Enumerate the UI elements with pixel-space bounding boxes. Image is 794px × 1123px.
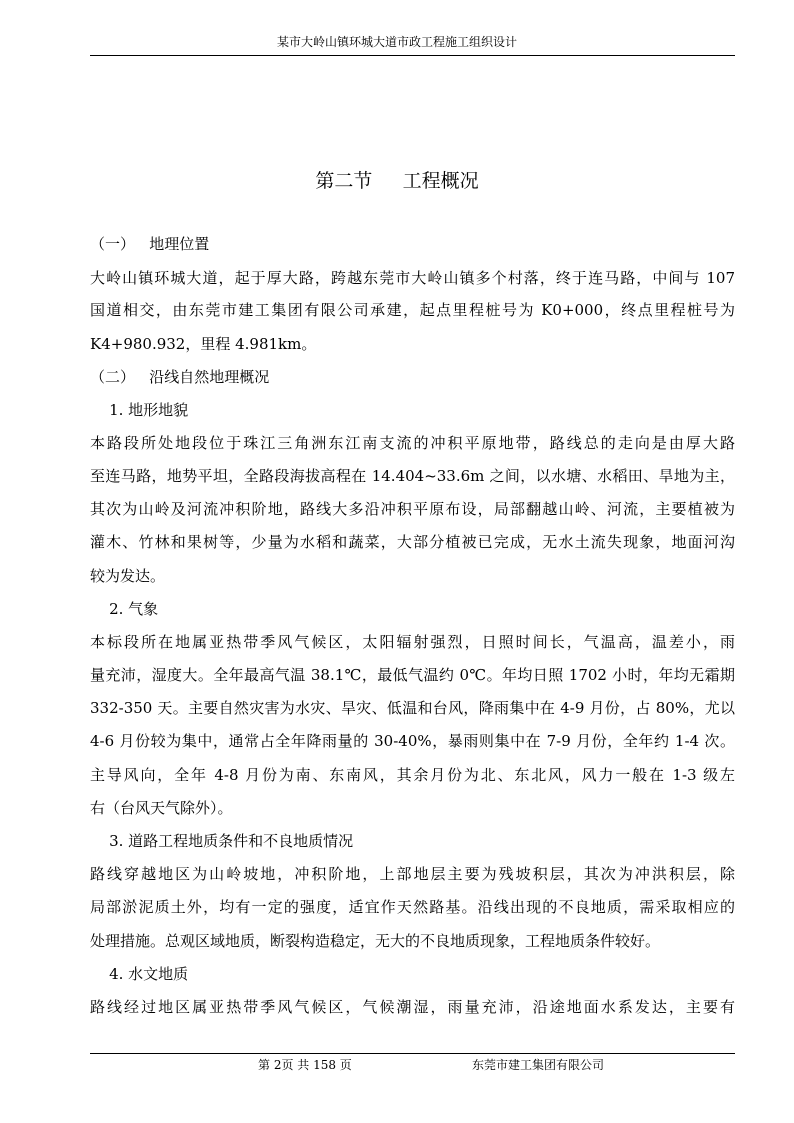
running-header-title: 某市大岭山镇环城大道市政工程施工组织设计 <box>276 35 517 49</box>
item-heading: 3. 道路工程地质条件和不良地质情况 <box>90 832 354 850</box>
body-line: 量充沛，湿度大。全年最高气温 38.1℃，最低气温约 0℃。年均日照 1702 小时，年均无霜期 <box>90 666 735 684</box>
body-line: 灌木、竹林和果树等，少量为水稻和蔬菜，大部分植被已完成，无水土流失现象，地面河沟 <box>90 533 735 551</box>
body-line: 国道相交，由东莞市建工集团有限公司承建，起点里程桩号为 K0+000，终点里程桩号为 <box>90 301 735 319</box>
item-heading: 1. 地形地貌 <box>90 401 189 419</box>
company-name: 东莞市建工集团有限公司 <box>472 1058 605 1072</box>
body-line: 处理措施。总观区域地质，断裂构造稳定，无大的不良地质现象，工程地质条件较好。 <box>90 932 661 950</box>
subsection-heading: （二） 沿线自然地理概况 <box>90 368 270 386</box>
body-line: 4-6 月份较为集中，通常占全年降雨量的 30-40%，暴雨则集中在 7-9 月份，全年约 1-4 次。 <box>90 732 735 750</box>
body-line: 右（台风天气除外）。 <box>90 799 233 817</box>
body-line: 局部淤泥质土外，均有一定的强度，适宜作天然路基。沿线出现的不良地质，需采取相应的 <box>90 898 735 916</box>
body-line: 332-350 天。主要自然灾害为水灾、旱灾、低温和台风，降雨集中在 4-9 月份，占 80%，尤以 <box>90 699 735 717</box>
body-line: 路线经过地区属亚热带季风气候区，气候潮湿，雨量充沛，沿途地面水系发达，主要有 <box>90 998 735 1016</box>
header-rule <box>90 55 735 56</box>
body-line: K4+980.932，里程 4.981km。 <box>90 335 317 353</box>
section-title: 第二节 工程概况 <box>315 170 479 192</box>
item-heading: 4. 水文地质 <box>90 965 189 983</box>
body-line: 至连马路，地势平坦，全路段海拔高程在 14.404~33.6m 之间，以水塘、水稻田、旱地为主， <box>90 467 735 485</box>
page-number: 第 2页 共 158 页 <box>258 1058 352 1072</box>
subsection-heading: （一） 地理位置 <box>90 235 210 253</box>
item-heading: 2. 气象 <box>90 600 159 618</box>
body-line: 本标段所在地属亚热带季风气候区，太阳辐射强烈，日照时间长，气温高，温差小，雨 <box>90 633 735 651</box>
body-line: 主导风向，全年 4-8 月份为南、东南风，其余月份为北、东北风，风力一般在 1-3 级左 <box>90 766 735 784</box>
footer-rule <box>90 1053 735 1054</box>
body-line: 路线穿越地区为山岭坡地，冲积阶地，上部地层主要为残坡积层，其次为冲洪积层，除 <box>90 865 735 883</box>
body-line: 其次为山岭及河流冲积阶地，路线大多沿冲积平原布设，局部翻越山岭、河流，主要植被为 <box>90 500 735 518</box>
body-line: 较为发达。 <box>90 567 166 585</box>
body-line: 本路段所处地段位于珠江三角洲东江南支流的冲积平原地带，路线总的走向是由厚大路 <box>90 434 735 452</box>
body-line: 大岭山镇环城大道，起于厚大路，跨越东莞市大岭山镇多个村落，终于连马路，中间与 107 <box>90 269 735 287</box>
